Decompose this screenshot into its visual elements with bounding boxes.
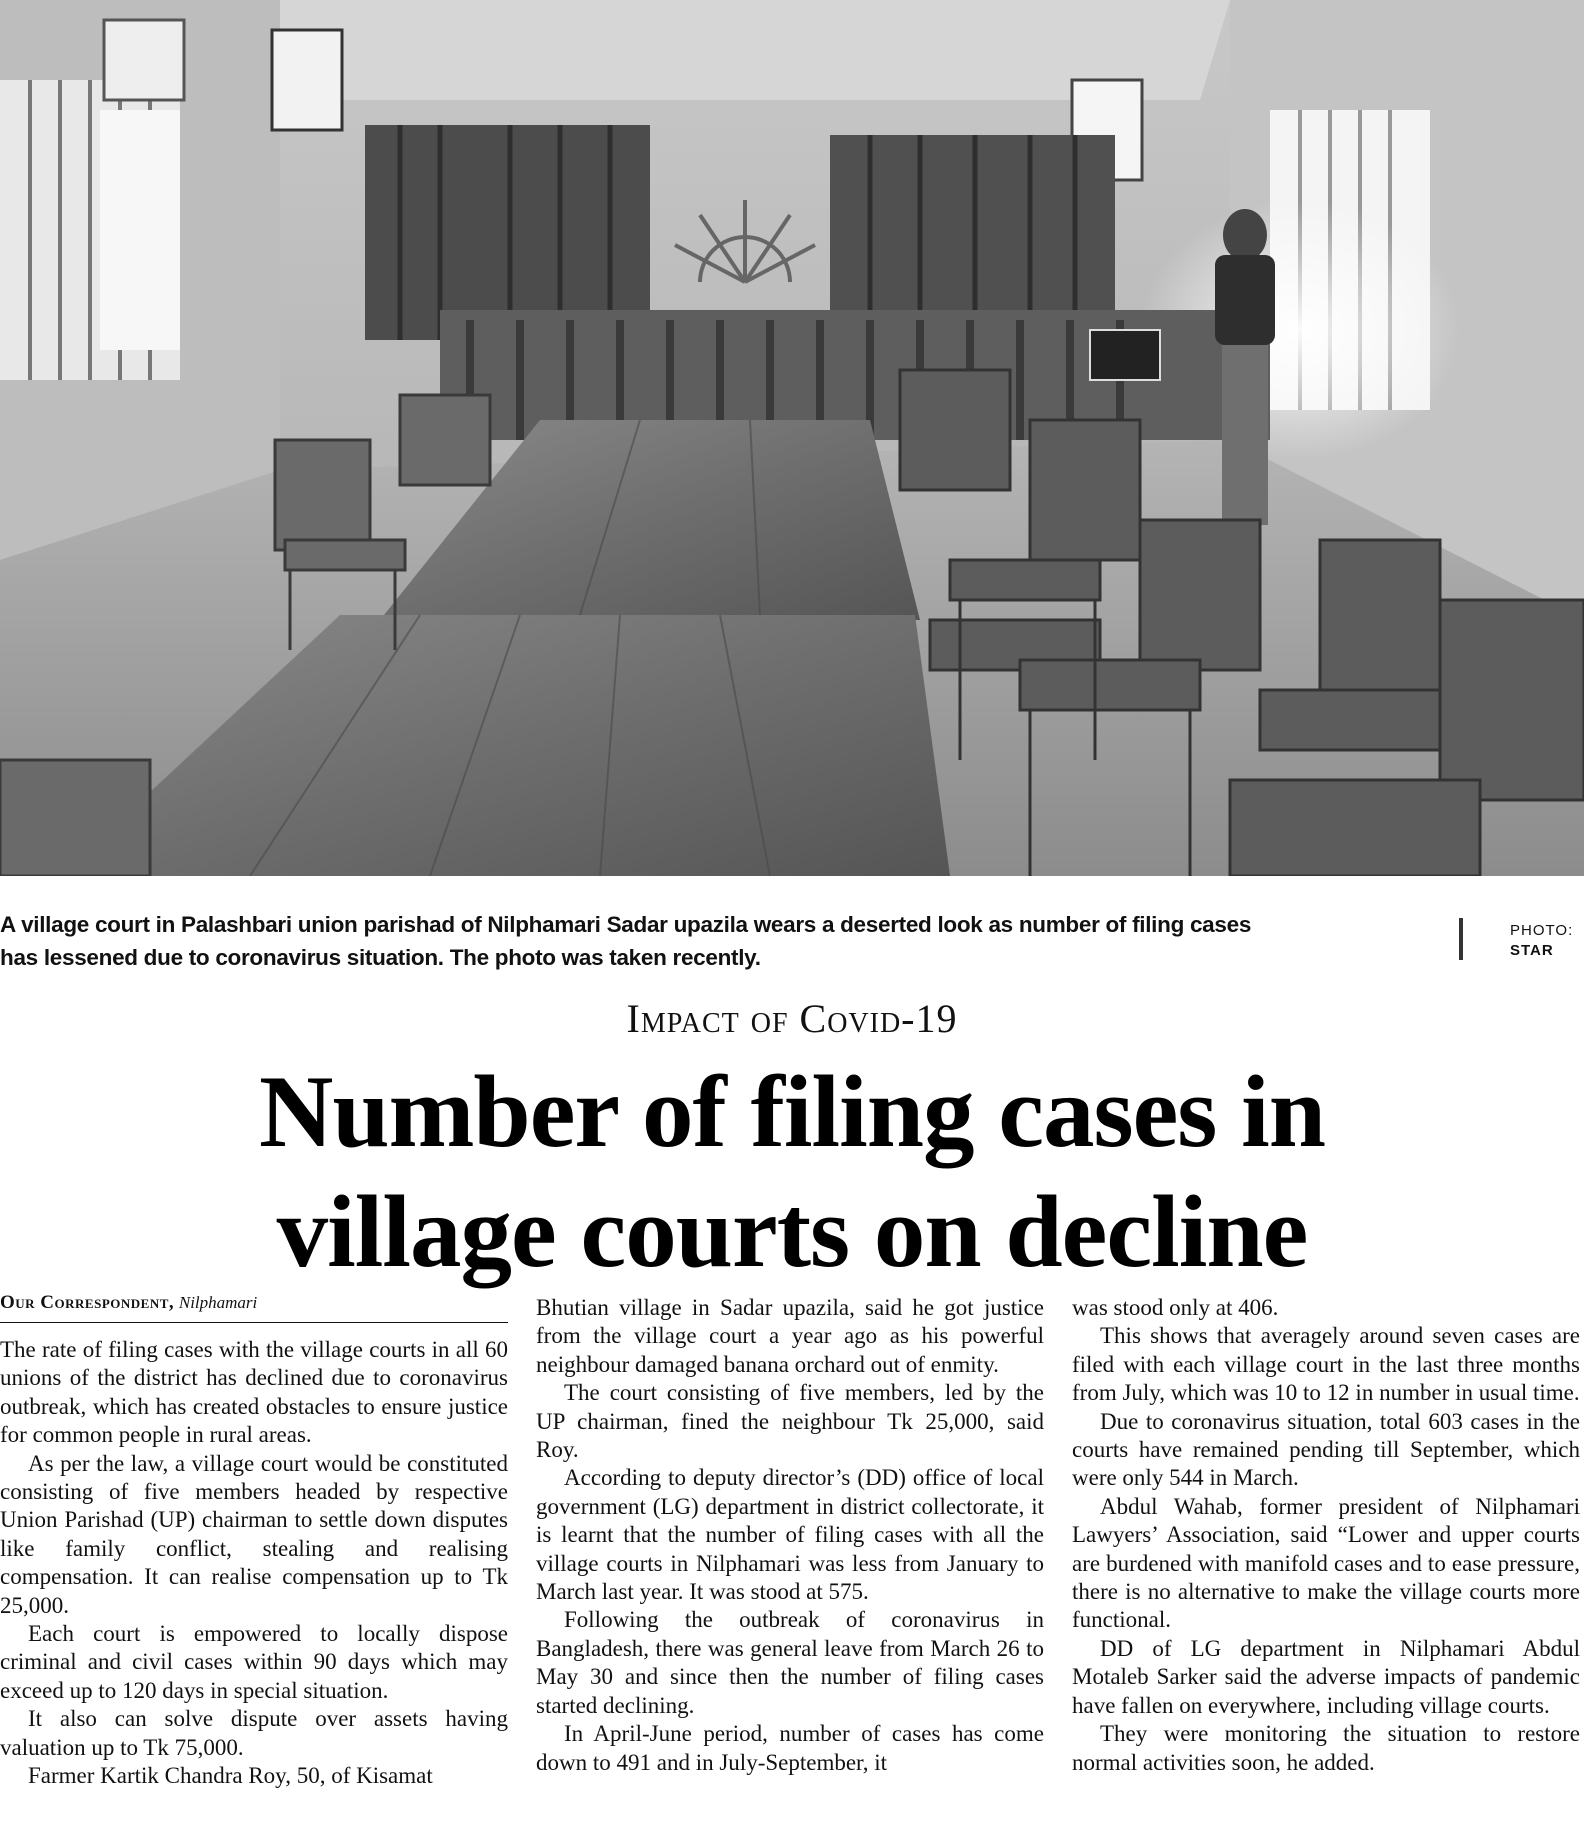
paragraph: Due to coronavirus situation, total 603 cases in the courts have remained pending till September, which were only 544 in March. [1072,1408,1580,1491]
paragraph: Farmer Kartik Chandra Roy, 50, of Kisamat [28,1763,433,1789]
credit-divider [1459,918,1463,960]
news-photo [0,0,1584,876]
byline-place: Nilphamari [178,1293,258,1312]
paragraph: Following the outbreak of coronavirus in Bangladesh, there was general leave from March 26 to May 30 and since then the number of filing cases started declining. [536,1607,1044,1718]
paragraph: DD of LG department in Nilphamari Abdul Motaleb Sarker said the adverse impacts of pandemic have fallen on everywhere, including village courts. [1072,1635,1580,1718]
paragraph: This shows that averagely around seven cases are filed with each village court in the last three months from July, which was 10 to 12 in number in usual time. [1072,1323,1580,1406]
headline [0,1052,1584,1292]
paragraph: Bhutian village in Sadar upazila, said he got justice from the village court a year ago as his powerful neighbour damaged banana orchard out of enmity. [536,1295,1044,1377]
paragraph: In April-June period, number of cases has come down to 491 and in July-September, it [536,1721,1044,1775]
article-column-2 [536,1294,1044,1777]
paragraph: The rate of filing cases with the village courts in all 60 unions of the district has declined due to coronavirus outbreak, which has created obstacles to ensure justice for common people in rural areas. [0,1337,508,1448]
article-column-1 [0,1336,508,1791]
kicker: Impact of Covid-19 [626,996,958,1041]
paragraph: The court consisting of five members, led by the UP chairman, fined the neighbour Tk 25,000, said Roy. [536,1380,1044,1463]
paragraph: As per the law, a village court would be constituted consisting of five members headed by respective Union Parishad (UP) chairman to settle down disputes like family conflict, stealing and realising compensation. It can realise compensation up to Tk 25,000. [0,1450,508,1618]
paragraph: It also can solve dispute over assets having valuation up to Tk 75,000. [0,1706,508,1760]
article-column-3 [1072,1294,1580,1777]
byline-name: Our Correspondent, [0,1292,175,1313]
village-court-room-photo [0,0,1584,876]
byline [0,1292,508,1323]
photo-credit [1510,921,1573,961]
photo-credit-label: PHOTO: [1510,922,1574,939]
paragraph: They were monitoring the situation to restore normal activities soon, he added. [1072,1721,1580,1775]
paragraph: Each court is empowered to locally dispose criminal and civil cases within 90 days which may exceed up to 120 days in special situation. [0,1621,508,1703]
paragraph: Abdul Wahab, former president of Nilphamari Lawyers’ Association, said “Lower and upper courts are burdened with manifold cases and to ease pressure, there is no alternative to make the village courts more functional. [1072,1493,1580,1633]
photo-credit-source: STAR [1510,942,1554,959]
paragraph: According to deputy director’s (DD) office of local government (LG) department in district collectorate, it is learnt that the number of filing cases with all the village courts in Nilphamari was less from January to March last year. It was stood at 575. [536,1465,1044,1605]
paragraph: was stood only at 406. [1072,1295,1279,1320]
headline-line-2: village courts on decline [276,1175,1308,1289]
photo-caption: A village court in Palashbari union parishad of Nilphamari Sadar upazila wears a deserted look as number of filing cases has lessened due to coronavirus situation. The photo was taken recently. [0,912,1252,970]
headline-line-1: Number of filing cases in [258,1055,1326,1169]
